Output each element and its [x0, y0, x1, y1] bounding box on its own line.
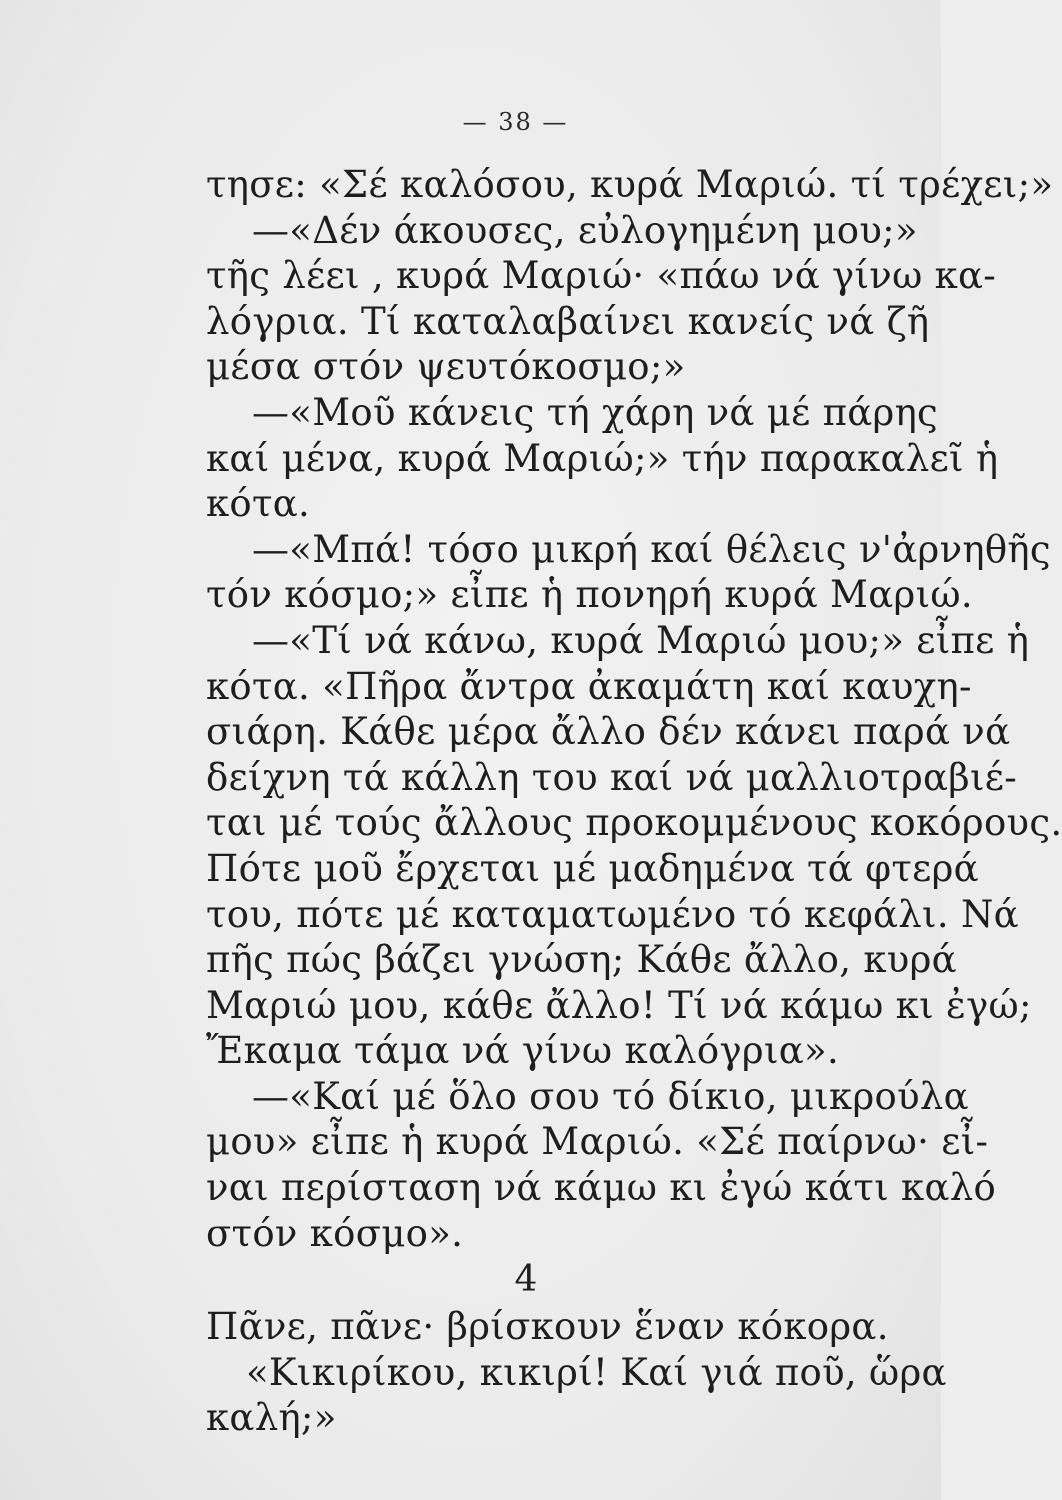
text-line: σιάρη. Κάθε μέρα ἄλλο δέν κάνει παρά νά	[206, 710, 1011, 754]
text-line: μέσα στόν ψευτόκοσμο;»	[206, 345, 686, 389]
text-line: «Κικιρίκου, κικιρί! Καί γιά ποῦ, ὥρα	[246, 1350, 947, 1394]
text-line: πῆς πώς βάζει γνώση; Κάθε ἄλλο, κυρά	[206, 938, 957, 982]
text-line: —«Καί μέ ὅλο σου τό δίκιο, μικρούλα	[252, 1074, 969, 1118]
text-line: στόν κόσμο».	[206, 1211, 464, 1255]
text-line: τῆς λέει , κυρά Μαριώ· «πάω νά γίνω κα-	[206, 254, 997, 298]
text-line: του, πότε μέ καταματωμένο τό κεφάλι. Νά	[206, 892, 1019, 936]
text-line: —«Δέν άκουσες, εὐλογημένη μου;»	[252, 208, 918, 252]
section-number: 4	[514, 1259, 538, 1301]
text-line: λόγρια. Τί καταλαβαίνει κανείς νά ζῆ	[206, 299, 930, 343]
text-line: καί μένα, κυρά Μαριώ;» τήν παρακαλεῖ ἡ	[206, 436, 999, 480]
text-line: —«Τί νά κάνω, κυρά Μαριώ μου;» εἶπε ἡ	[252, 618, 1030, 662]
text-line: Ἔκαμα τάμα νά γίνω καλόγρια».	[206, 1029, 840, 1073]
text-line: ναι περίσταση νά κάμω κι ἐγώ κάτι καλό	[206, 1166, 997, 1210]
text-line: ται μέ τούς ἄλλους προκομμένους κοκόρους.	[206, 801, 1062, 845]
text-line: δείχνη τά κάλλη του καί νά μαλλιοτραβιέ-	[206, 755, 1018, 799]
text-line: κότα.	[206, 482, 311, 526]
text-line: μου» εἶπε ἡ κυρά Μαριώ. «Σέ παίρνω· εἶ-	[206, 1120, 989, 1164]
text-line: —«Μπά! τόσο μικρή καί θέλεις ν'ἀρνηθῆς	[252, 527, 1051, 571]
page-number: — 38 —	[462, 108, 569, 136]
text-line: Πᾶνε, πᾶνε· βρίσκουν ἕναν κόκορα.	[206, 1305, 889, 1349]
text-line: Πότε μοῦ ἔρχεται μέ μαδημένα τά φτερά	[206, 846, 979, 890]
text-line: —«Μοῦ κάνεις τή χάρη νά μέ πάρης	[252, 390, 939, 434]
text-line: καλή;»	[206, 1396, 337, 1440]
text-line: τησε: «Σέ καλόσου, κυρά Μαριώ. τί τρέχει;»	[206, 163, 1054, 206]
text-line: Μαριώ μου, κάθε ἄλλο! Τί νά κάμω κι ἐγώ;	[206, 983, 1032, 1027]
body-text	[206, 162, 1062, 1441]
text-line: τόν κόσμο;» εἶπε ἡ πονηρή κυρά Μαριώ.	[206, 573, 973, 617]
text-line: κότα. «Πῆρα ἄντρα ἀκαμάτη καί καυχη-	[206, 664, 972, 708]
